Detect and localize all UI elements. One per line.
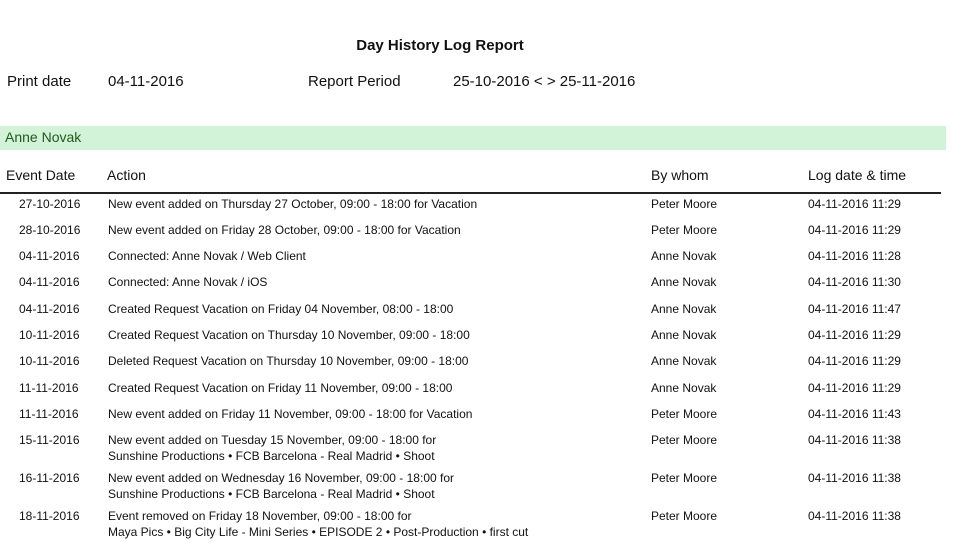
- print-date-label: Print date: [7, 73, 72, 90]
- table-row: [0, 470, 946, 508]
- log-datetime-cell: 04-11-2016 11:28: [808, 249, 901, 263]
- table-header: [0, 167, 941, 194]
- by-whom-cell: Peter Moore: [651, 509, 718, 523]
- action-cell: [108, 432, 638, 464]
- table-row: [0, 406, 946, 432]
- table-row: [0, 508, 946, 542]
- header-by-whom: By whom: [651, 167, 709, 183]
- log-datetime-cell: 04-11-2016 11:38: [808, 433, 901, 447]
- table-row: [0, 196, 946, 222]
- header-action: Action: [107, 167, 146, 183]
- by-whom-cell: Peter Moore: [651, 407, 718, 421]
- action-cell: Connected: Anne Novak / iOS: [108, 275, 268, 289]
- by-whom-cell: Anne Novak: [651, 275, 717, 289]
- action-line-1: New event added on Tuesday 15 November, 09:00 - 18:00 for: [108, 433, 437, 447]
- action-line-2: Maya Pics • Big City Life - Mini Series • EPISODE 2 • Post-Production • first cut: [108, 525, 529, 539]
- action-line-1: Event removed on Friday 18 November, 09:00 - 18:00 for: [108, 509, 412, 523]
- action-line-2: Sunshine Productions • FCB Barcelona - Real Madrid • Shoot: [108, 487, 435, 501]
- report-period-value: 25-10-2016 < > 25-11-2016: [453, 73, 636, 90]
- log-datetime-cell: 04-11-2016 11:30: [808, 275, 901, 289]
- action-cell: [108, 508, 638, 540]
- report-period-label: Report Period: [308, 73, 401, 90]
- log-datetime-cell: 04-11-2016 11:29: [808, 223, 901, 237]
- event-date-cell: 16-11-2016: [19, 471, 80, 485]
- table-row: [0, 380, 946, 406]
- event-date-cell: 28-10-2016: [19, 223, 81, 237]
- action-cell: New event added on Friday 28 October, 09:00 - 18:00 for Vacation: [108, 223, 461, 237]
- by-whom-cell: Anne Novak: [651, 354, 717, 368]
- log-datetime-cell: 04-11-2016 11:43: [808, 407, 901, 421]
- by-whom-cell: Peter Moore: [651, 197, 718, 211]
- event-date-cell: 18-11-2016: [19, 509, 80, 523]
- action-cell: New event added on Friday 11 November, 09:00 - 18:00 for Vacation: [108, 407, 473, 421]
- action-cell: Created Request Vacation on Friday 11 November, 09:00 - 18:00: [108, 381, 453, 395]
- action-cell: New event added on Thursday 27 October, 09:00 - 18:00 for Vacation: [108, 197, 478, 211]
- event-date-cell: 04-11-2016: [19, 275, 80, 289]
- log-datetime-cell: 04-11-2016 11:38: [808, 509, 901, 523]
- event-date-cell: 04-11-2016: [19, 249, 80, 263]
- by-whom-cell: Peter Moore: [651, 433, 718, 447]
- event-date-cell: 11-11-2016: [19, 407, 79, 421]
- table-row: [0, 274, 946, 301]
- by-whom-cell: Anne Novak: [651, 302, 717, 316]
- log-datetime-cell: 04-11-2016 11:47: [808, 302, 901, 316]
- by-whom-cell: Anne Novak: [651, 328, 717, 342]
- action-line-1: New event added on Wednesday 16 November, 09:00 - 18:00 for: [108, 471, 455, 485]
- action-cell: Deleted Request Vacation on Thursday 10 November, 09:00 - 18:00: [108, 354, 469, 368]
- action-line-2: Sunshine Productions • FCB Barcelona - Real Madrid • Shoot: [108, 449, 435, 463]
- event-date-cell: 11-11-2016: [19, 381, 79, 395]
- table-row: [0, 327, 946, 353]
- table-row: [0, 432, 946, 470]
- action-cell: [108, 470, 638, 502]
- event-date-cell: 10-11-2016: [19, 328, 80, 342]
- action-cell: Created Request Vacation on Thursday 10 November, 09:00 - 18:00: [108, 328, 470, 342]
- person-name-bar: Anne Novak: [0, 126, 946, 150]
- log-datetime-cell: 04-11-2016 11:29: [808, 381, 901, 395]
- table-row: [0, 248, 946, 274]
- event-date-cell: 10-11-2016: [19, 354, 80, 368]
- table-row: [0, 301, 946, 327]
- event-date-cell: 04-11-2016: [19, 302, 80, 316]
- action-cell: Created Request Vacation on Friday 04 November, 08:00 - 18:00: [108, 302, 454, 316]
- log-datetime-cell: 04-11-2016 11:29: [808, 197, 901, 211]
- print-date-value: 04-11-2016: [108, 73, 184, 90]
- log-datetime-cell: 04-11-2016 11:38: [808, 471, 901, 485]
- table-row: [0, 353, 946, 380]
- table-row: [0, 222, 946, 248]
- report-title: Day History Log Report: [356, 37, 524, 54]
- by-whom-cell: Peter Moore: [651, 471, 718, 485]
- event-date-cell: 15-11-2016: [19, 433, 80, 447]
- by-whom-cell: Anne Novak: [651, 249, 717, 263]
- header-event-date: Event Date: [6, 167, 76, 183]
- header-log-date-time: Log date & time: [808, 167, 907, 183]
- event-date-cell: 27-10-2016: [19, 197, 81, 211]
- log-datetime-cell: 04-11-2016 11:29: [808, 328, 901, 342]
- by-whom-cell: Peter Moore: [651, 223, 718, 237]
- log-table-body: [0, 196, 946, 542]
- by-whom-cell: Anne Novak: [651, 381, 717, 395]
- log-datetime-cell: 04-11-2016 11:29: [808, 354, 901, 368]
- action-cell: Connected: Anne Novak / Web Client: [108, 249, 306, 263]
